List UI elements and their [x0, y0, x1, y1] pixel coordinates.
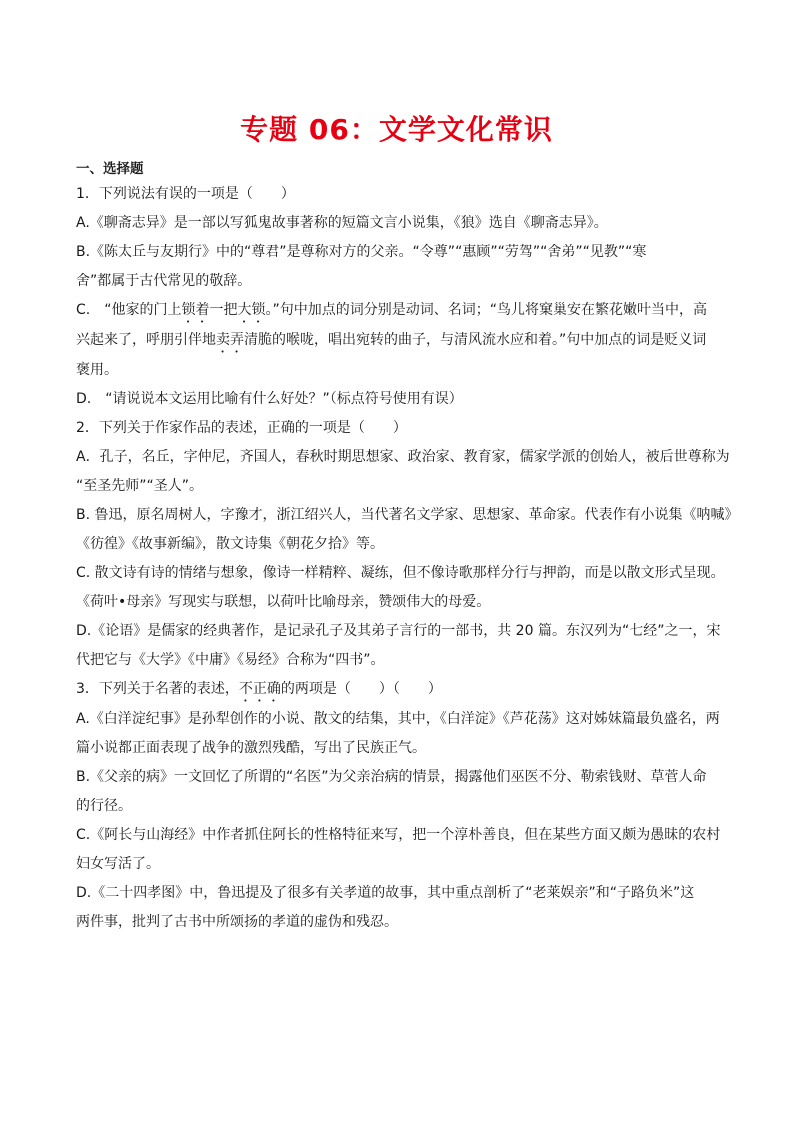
text-line: 舍”都属于古代常见的敬辞。 [76, 273, 252, 289]
text-line: 妇女写活了。 [76, 856, 160, 872]
text-line: 3．下列关于名著的表述，不正确的两项是（ ）（ ） [76, 681, 442, 697]
text-line: B. 鲁迅，原名周树人，字豫才，浙江绍兴人，当代著名文学家、思想家、革命家。代表作有小说集《呐喊》 [76, 507, 739, 523]
text-line: 《荷叶•母亲》写现实与联想，以荷叶比喻母亲，赞颂伟大的母爱。 [76, 594, 491, 610]
text-line: 代把它与《大学》《中庸》《易经》合称为“四书”。 [76, 652, 385, 668]
text-line: 兴起来了，呼朋引伴地卖弄清脆的喉咙，唱出宛转的曲子，与清风流水应和着。”句中加点的词是贬义词 [76, 332, 707, 348]
text-line: 的行径。 [76, 798, 132, 814]
text-line: D.《二十四孝图》中，鲁迅提及了很多有关孝道的故事，其中重点剖析了“老莱娱亲”和“子路负米”这 [76, 885, 695, 901]
document-title: 专题 06：文学文化常识 [240, 113, 553, 146]
text-line: B.《父亲的病》一文回忆了所谓的“名医”为父亲治病的情景，揭露他们巫医不分、勒索钱财、草菅人命 [76, 769, 707, 785]
text-line: 两件事，批判了古书中所颂扬的孝道的虚伪和残忍。 [76, 914, 398, 930]
text-line: A.《白洋淀纪事》是孙犁创作的小说、散文的结集，其中，《白洋淀》《芦花荡》这对姊妹篇最负盛名，两 [76, 711, 720, 727]
section-heading: 一、选择题 [76, 161, 144, 177]
document-body [76, 158, 739, 937]
text-line: A．孔子，名丘，字仲尼，齐国人，春秋时期思想家、政治家、教育家，儒家学派的创始人，被后世尊称为 [76, 449, 730, 465]
text-line: 2．下列关于作家作品的表述，正确的一项是（ ） [76, 420, 407, 436]
text-line: “至圣先师”“圣人”。 [76, 478, 204, 494]
text-line: C.《阿长与山海经》中作者抓住阿长的性格特征来写，把一个淳朴善良，但在某些方面又颇为愚昧的农村 [76, 827, 721, 843]
text-line: 《彷徨》《故事新编》，散文诗集《朝花夕拾》等。 [76, 536, 384, 552]
text-line: D.《论语》是儒家的经典著作，是记录孔子及其弟子言行的一部书，共 20 篇。东汉列为“七经”之一，宋 [76, 623, 721, 639]
question-lines [76, 180, 739, 937]
text-line: C. 散文诗有诗的情绪与想象，像诗一样精粹、凝练，但不像诗歌那样分行与押韵，而是以散文形式呈现。 [76, 565, 725, 581]
text-line: A.《聊斋志异》是一部以写狐鬼故事著称的短篇文言小说集，《狼》选自《聊斋志异》。 [76, 215, 608, 231]
text-line: 1．下列说法有误的一项是（ ） [76, 186, 295, 202]
text-line: D. “请说说本文运用比喻有什么好处？”（标点符号使用有误） [76, 391, 463, 407]
text-line: C. “他家的门上锁着一把大锁。”句中加点的词分别是动词、名词；“鸟儿将窠巢安在繁花嫩叶当中，高 [76, 302, 707, 318]
text-line: 篇小说都正面表现了战争的激烈残酷，写出了民族正气。 [76, 740, 426, 756]
text-line: B.《陈太丘与友期行》中的“尊君”是尊称对方的父亲。“令尊”“惠顾”“劳驾”“舍弟”“见教”“寒 [76, 244, 647, 260]
text-line: 褒用。 [76, 362, 118, 378]
